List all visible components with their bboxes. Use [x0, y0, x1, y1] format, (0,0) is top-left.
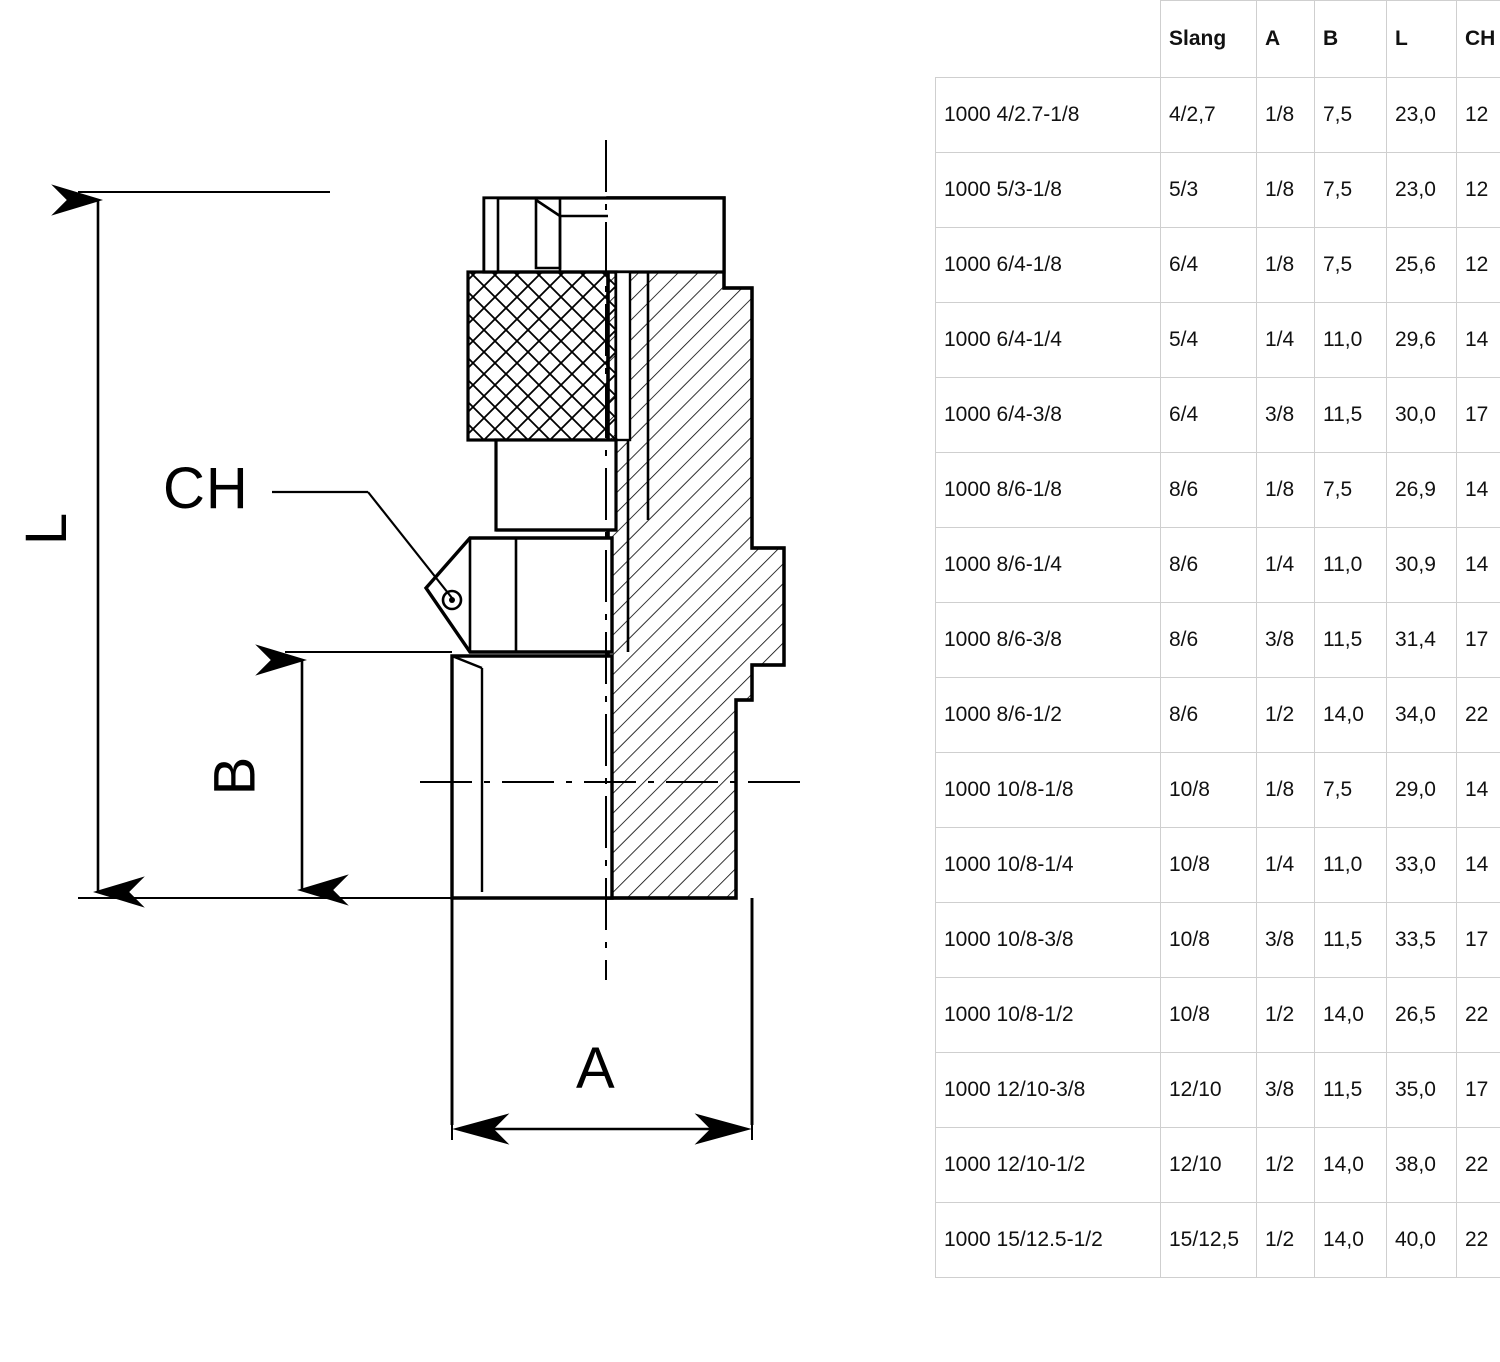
cell-value: 12 [1457, 78, 1500, 153]
cell-part-number: 1000 8/6-1/4 [936, 528, 1161, 603]
dimension-label-a: A [576, 1036, 616, 1101]
cell-value: 14,0 [1315, 1203, 1387, 1278]
cell-value: 12/10 [1161, 1128, 1257, 1203]
cell-value: 3/8 [1257, 378, 1315, 453]
cell-value: 14 [1457, 753, 1500, 828]
cell-value: 23,0 [1387, 78, 1457, 153]
cell-value: 38,0 [1387, 1128, 1457, 1203]
cell-part-number: 1000 10/8-1/4 [936, 828, 1161, 903]
cell-value: 8/6 [1161, 603, 1257, 678]
cell-value: 34,0 [1387, 678, 1457, 753]
cell-part-number: 1000 8/6-1/8 [936, 453, 1161, 528]
cell-value: 15/12,5 [1161, 1203, 1257, 1278]
table-header-row [936, 1, 1500, 78]
cell-part-number: 1000 4/2.7-1/8 [936, 78, 1161, 153]
table-row [936, 678, 1500, 753]
cell-value: 7,5 [1315, 753, 1387, 828]
cell-value: 17 [1457, 1053, 1500, 1128]
column-header-slang: Slang [1161, 1, 1257, 78]
column-header-ch: CH [1457, 1, 1500, 78]
cell-value: 8/6 [1161, 453, 1257, 528]
cell-value: 22 [1457, 678, 1500, 753]
cell-part-number: 1000 8/6-3/8 [936, 603, 1161, 678]
ch-leader [272, 492, 452, 598]
cell-value: 8/6 [1161, 528, 1257, 603]
cell-value: 14 [1457, 303, 1500, 378]
cell-value: 22 [1457, 1203, 1500, 1278]
cell-value: 10/8 [1161, 753, 1257, 828]
cell-value: 17 [1457, 903, 1500, 978]
neck-section [496, 440, 616, 530]
specification-table [935, 0, 1500, 1278]
cell-value: 14,0 [1315, 678, 1387, 753]
cell-part-number: 1000 6/4-1/8 [936, 228, 1161, 303]
dimension-B [285, 652, 452, 898]
cell-value: 14 [1457, 828, 1500, 903]
cell-value: 10/8 [1161, 828, 1257, 903]
cell-value: 12 [1457, 228, 1500, 303]
cell-value: 26,5 [1387, 978, 1457, 1053]
table-row [936, 528, 1500, 603]
cell-value: 33,5 [1387, 903, 1457, 978]
cell-value: 22 [1457, 1128, 1500, 1203]
cell-value: 5/4 [1161, 303, 1257, 378]
table-row [936, 78, 1500, 153]
table-row [936, 978, 1500, 1053]
cell-value: 5/3 [1161, 153, 1257, 228]
cell-value: 7,5 [1315, 228, 1387, 303]
cell-value: 6/4 [1161, 378, 1257, 453]
dimension-A [452, 898, 752, 1140]
cell-value: 22 [1457, 978, 1500, 1053]
cell-value: 1/8 [1257, 453, 1315, 528]
fitting-body-group [608, 198, 784, 898]
table-header [936, 1, 1500, 78]
cell-part-number: 1000 12/10-1/2 [936, 1128, 1161, 1203]
table-row [936, 303, 1500, 378]
cell-value: 3/8 [1257, 903, 1315, 978]
cell-value: 3/8 [1257, 1053, 1315, 1128]
hex-nut-outline [426, 538, 612, 652]
cell-value: 12/10 [1161, 1053, 1257, 1128]
cell-value: 40,0 [1387, 1203, 1457, 1278]
cell-value: 23,0 [1387, 153, 1457, 228]
cell-value: 14,0 [1315, 978, 1387, 1053]
cell-value: 1/8 [1257, 228, 1315, 303]
table-row [936, 753, 1500, 828]
cell-value: 29,0 [1387, 753, 1457, 828]
cell-value: 25,6 [1387, 228, 1457, 303]
column-header-part [936, 1, 1161, 78]
cell-value: 14,0 [1315, 1128, 1387, 1203]
table-row [936, 1203, 1500, 1278]
knurl-pattern [468, 272, 616, 440]
cell-value: 17 [1457, 603, 1500, 678]
cell-value: 1/2 [1257, 678, 1315, 753]
cell-value: 30,0 [1387, 378, 1457, 453]
cell-value: 12 [1457, 153, 1500, 228]
cell-value: 35,0 [1387, 1053, 1457, 1128]
hex-nut [426, 538, 612, 652]
cell-value: 11,5 [1315, 378, 1387, 453]
table-row [936, 1128, 1500, 1203]
cell-value: 1/8 [1257, 753, 1315, 828]
cell-value: 11,5 [1315, 603, 1387, 678]
cell-value: 1/4 [1257, 828, 1315, 903]
cell-part-number: 1000 6/4-1/4 [936, 303, 1161, 378]
cell-value: 11,5 [1315, 1053, 1387, 1128]
cell-part-number: 1000 10/8-3/8 [936, 903, 1161, 978]
table-row [936, 378, 1500, 453]
dimension-label-b: B [202, 755, 268, 796]
cell-value: 4/2,7 [1161, 78, 1257, 153]
cell-part-number: 1000 5/3-1/8 [936, 153, 1161, 228]
table-row [936, 828, 1500, 903]
cell-value: 30,9 [1387, 528, 1457, 603]
dimension-label-ch: CH [163, 456, 249, 521]
cell-value: 17 [1457, 378, 1500, 453]
table-row [936, 153, 1500, 228]
cell-value: 7,5 [1315, 453, 1387, 528]
table-row [936, 903, 1500, 978]
cell-value: 11,0 [1315, 303, 1387, 378]
cell-value: 14 [1457, 453, 1500, 528]
cell-value: 11,5 [1315, 903, 1387, 978]
column-header-b: B [1315, 1, 1387, 78]
table-body [936, 78, 1500, 1278]
cell-value: 3/8 [1257, 603, 1315, 678]
cell-value: 14 [1457, 528, 1500, 603]
cell-part-number: 1000 12/10-3/8 [936, 1053, 1161, 1128]
table-row [936, 603, 1500, 678]
lower-sleeve [452, 656, 612, 898]
dimension-label-l: L [14, 511, 80, 546]
cell-value: 11,0 [1315, 528, 1387, 603]
cell-value: 1/4 [1257, 303, 1315, 378]
cell-part-number: 1000 15/12.5-1/2 [936, 1203, 1161, 1278]
cell-value: 8/6 [1161, 678, 1257, 753]
table-row [936, 1053, 1500, 1128]
cell-value: 1/8 [1257, 78, 1315, 153]
table-row [936, 228, 1500, 303]
specification-table-panel [935, 0, 1500, 1362]
cell-value: 10/8 [1161, 978, 1257, 1053]
cell-value: 1/2 [1257, 1128, 1315, 1203]
cell-value: 1/4 [1257, 528, 1315, 603]
cell-part-number: 1000 10/8-1/8 [936, 753, 1161, 828]
cell-value: 1/2 [1257, 978, 1315, 1053]
cell-part-number: 1000 8/6-1/2 [936, 678, 1161, 753]
cell-value: 7,5 [1315, 78, 1387, 153]
cell-value: 1/8 [1257, 153, 1315, 228]
cell-value: 6/4 [1161, 228, 1257, 303]
cell-value: 1/2 [1257, 1203, 1315, 1278]
table-row [936, 453, 1500, 528]
cell-part-number: 1000 6/4-3/8 [936, 378, 1161, 453]
cell-value: 11,0 [1315, 828, 1387, 903]
cell-value: 31,4 [1387, 603, 1457, 678]
cell-part-number: 1000 10/8-1/2 [936, 978, 1161, 1053]
cell-value: 29,6 [1387, 303, 1457, 378]
cell-value: 33,0 [1387, 828, 1457, 903]
column-header-a: A [1257, 1, 1315, 78]
cell-value: 26,9 [1387, 453, 1457, 528]
cell-value: 10/8 [1161, 903, 1257, 978]
cell-value: 7,5 [1315, 153, 1387, 228]
column-header-l: L [1387, 1, 1457, 78]
top-cap-group [484, 198, 724, 272]
